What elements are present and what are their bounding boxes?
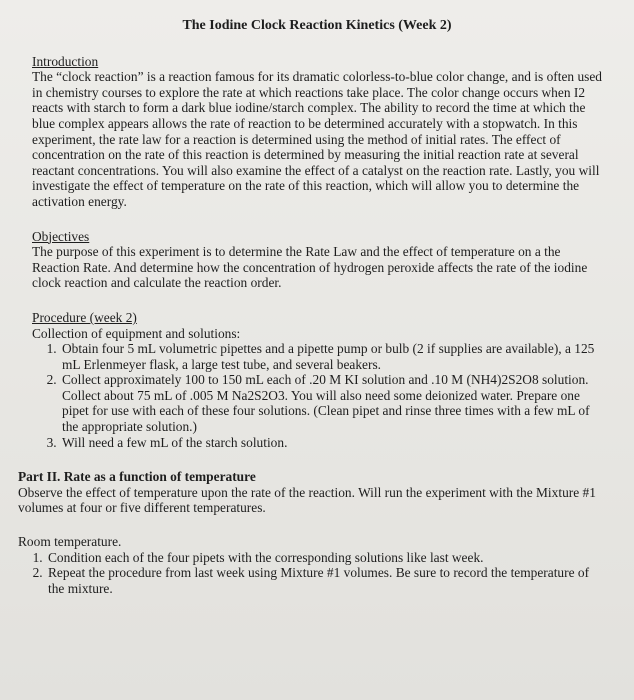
introduction-section xyxy=(32,54,608,210)
objectives-body: The purpose of this experiment is to determine the Rate Law and the effect of temperature on a the Reaction Rate. And determine how the concentration of hydrogen peroxide affects the rate of the iodine clock reaction and calculate the reaction order. xyxy=(32,244,588,291)
room-temperature-section xyxy=(18,534,608,596)
procedure-subheading: Collection of equipment and solutions: xyxy=(32,325,241,341)
procedure-heading: Procedure (week 2) xyxy=(32,309,137,325)
part2-heading: Part II. Rate as a function of temperature xyxy=(18,469,256,485)
procedure-step: 1. Obtain four 5 mL volumetric pipettes and a pipette pump or bulb (2 if supplies are available), a 125 mL Erlenmeyer flask, a large test tube, and several beakers. xyxy=(60,341,608,372)
procedure-step: 3. Will need a few mL of the starch solution. xyxy=(60,435,608,451)
part2-section xyxy=(18,469,608,516)
introduction-body: The “clock reaction” is a reaction famous for its dramatic colorless-to-blue color change, and is often used in chemistry courses to explore the rate at which reactions take place. The color change occurs when I2 reacts with starch to form a dark blue iodine/starch complex. The ability to record the time at which the blue complex appears allows the rate of reaction to be determined accurately with a stopwatch. In this experiment, the rate law for a reaction is determined using the method of initial rates. The effect of concentration on the rate of this reaction is determined by measuring the initial reaction rate at several reactant concentrations. You will also examine the effect of a catalyst on the reaction rate. Lastly, you will investigate the effect of temperature on the rate of this reaction, which will allow you to determine the activation energy. xyxy=(32,69,602,209)
procedure-steps xyxy=(32,341,608,450)
objectives-heading: Objectives xyxy=(32,228,90,244)
part2-body: Observe the effect of temperature upon the rate of the reaction. Will run the experiment with the Mixture #1 volumes at four or five different temperatures. xyxy=(18,484,596,516)
objectives-section xyxy=(32,229,608,291)
room-temperature-step: 1. Condition each of the four pipets with the corresponding solutions like last week. xyxy=(46,550,608,566)
room-temperature-steps xyxy=(18,550,608,597)
room-temperature-step: 2. Repeat the procedure from last week using Mixture #1 volumes. Be sure to record the temperature of the mixture. xyxy=(46,565,608,596)
procedure-step: 2. Collect approximately 100 to 150 mL each of .20 M KI solution and .10 M (NH4)2S2O8 solution. Collect about 75 mL of .005 M Na2S2O3. You will also need some deionized water. Prepare one pipet for use with each of these four solutions. (Clean pipet and rinse three times with a few mL of the appropriate solution.) xyxy=(60,372,608,434)
introduction-heading: Introduction xyxy=(32,53,99,69)
procedure-section xyxy=(32,310,608,450)
document-title: The Iodine Clock Reaction Kinetics (Week 2) xyxy=(182,18,452,33)
room-temperature-heading: Room temperature. xyxy=(18,534,122,550)
